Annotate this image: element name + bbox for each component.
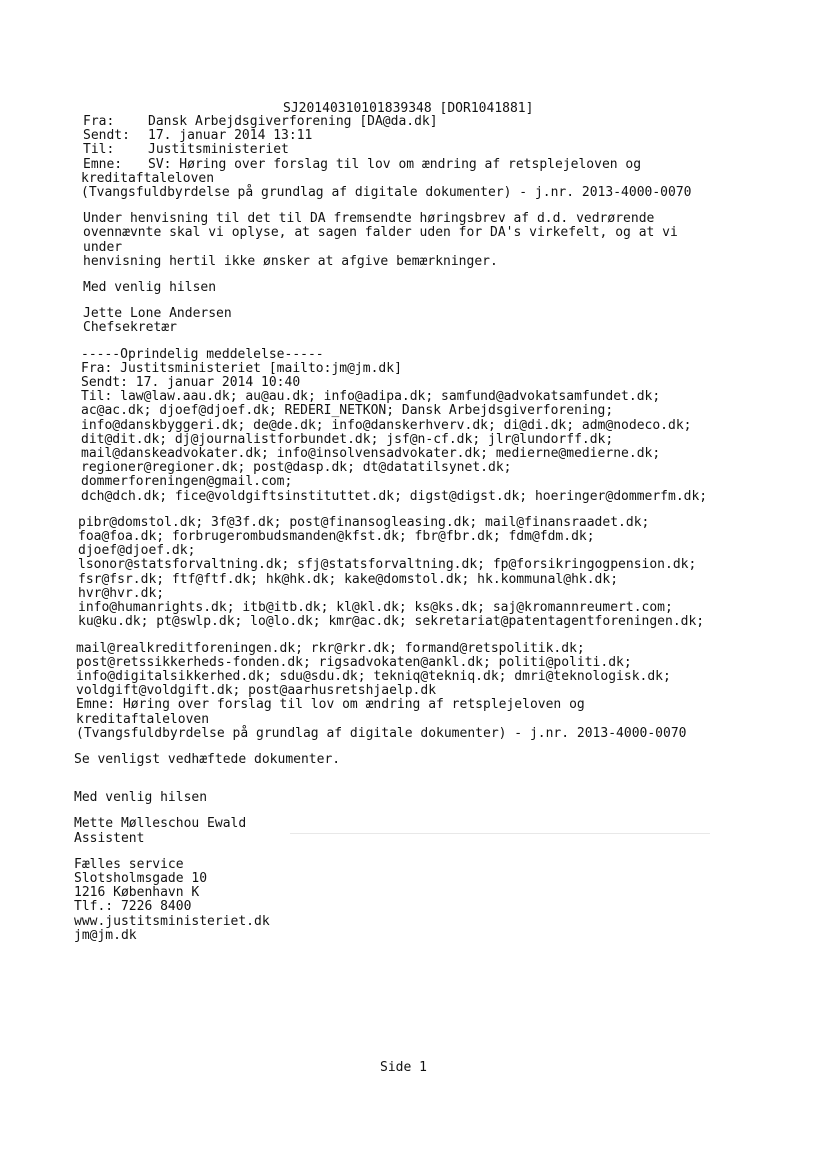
body-line: under <box>83 239 123 255</box>
recipient-line: lsonor@statsforvaltning.dk; sfj@statsforvaltning.dk; fp@forsikringogpension.dk; <box>78 557 697 573</box>
header-to-label: Til: <box>83 142 115 158</box>
original-subject-line: kreditaftaleloven <box>76 711 210 727</box>
body-line: henvisning hertil ikke ønsker at afgive bemærkninger. <box>83 253 498 269</box>
address-email: jm@jm.dk <box>74 927 137 943</box>
recipient-line: ku@ku.dk; pt@swlp.dk; lo@lo.dk; kmr@ac.dk; sekretariat@patentagentforeningen.dk; <box>78 614 705 630</box>
original-subject-line: Emne: Høring over forslag til lov om ændring af retsplejeloven og <box>76 697 585 713</box>
address-line: Slotsholmsgade 10 <box>74 870 208 886</box>
original-separator: -----Oprindelig meddelelse----- <box>81 346 324 362</box>
header-subject-row <box>83 158 803 172</box>
recipients-block-1 <box>81 390 803 504</box>
original-from: Fra: Justitsministeriet [mailto:jm@jm.dk] <box>81 360 402 376</box>
recipient-line: dit@dit.dk; dj@journalistforbundet.dk; jsf@n-cf.dk; jlr@lundorff.dk; <box>81 431 614 447</box>
header-from-row <box>83 115 803 129</box>
recipient-line: regioner@regioner.dk; post@dasp.dk; dt@datatilsynet.dk; <box>81 460 512 476</box>
greeting: Med venlig hilsen <box>83 280 217 296</box>
header-sent-row <box>83 129 803 143</box>
recipient-line: post@retssikkerheds-fonden.dk; rigsadvokaten@ankl.dk; politi@politi.dk; <box>76 654 632 670</box>
recipients-block-3 <box>76 642 803 741</box>
document-id: SJ20140310101839348 [DOR1041881] <box>283 101 534 116</box>
address-block <box>74 858 803 943</box>
signature-name: Jette Lone Andersen <box>83 306 232 322</box>
recipient-line: foa@foa.dk; forbrugerombudsmanden@kfst.dk; fbr@fbr.dk; fdm@fdm.dk; <box>78 529 595 545</box>
recipient-line: voldgift@voldgift.dk; post@aarhusretshjaelp.dk <box>76 683 437 699</box>
header-from-label: Fra: <box>83 114 115 129</box>
address-line: Tlf.: 7226 8400 <box>74 899 192 915</box>
recipient-line: dch@dch.dk; fice@voldgiftsinstituttet.dk; digst@digst.dk; hoeringer@dommerfm.dk; <box>81 488 708 504</box>
recipients-block-2 <box>78 516 803 630</box>
original-signature-name: Mette Mølleschou Ewald <box>74 816 247 832</box>
original-body: Se venligst vedhæftede dokumenter. <box>74 751 341 767</box>
address-line: Fælles service <box>74 856 184 872</box>
page-number: Side 1 <box>380 1060 427 1075</box>
recipient-line: pibr@domstol.dk; 3f@3f.dk; post@finansogleasing.dk; mail@finansraadet.dk; <box>78 514 650 530</box>
recipient-line: mail@danskeadvokater.dk; info@insolvensadvokater.dk; medierne@medierne.dk; <box>81 446 661 462</box>
header-sent-value: 17. januar 2014 13:11 <box>148 128 313 144</box>
recipient-line: mail@realkreditforeningen.dk; rkr@rkr.dk; formand@retspolitik.dk; <box>76 640 585 656</box>
body-line: Under henvisning til det til DA fremsendte høringsbrev af d.d. vedrørende <box>83 211 655 227</box>
body-line: ovennævnte skal vi oplyse, at sagen falder uden for DA's virkefelt, og at vi <box>83 225 678 241</box>
recipient-line: ac@ac.dk; djoef@djoef.dk; REDERI_NETKON; Dansk Arbejdsgiverforening; <box>81 403 614 419</box>
recipient-line: fsr@fsr.dk; ftf@ftf.dk; hk@hk.dk; kake@domstol.dk; hk.kommunal@hk.dk; <box>78 571 619 587</box>
subject-line: (Tvangsfuldbyrdelse på grundlag af digitale dokumenter) - j.nr. 2013-4000-0070 <box>81 185 692 201</box>
recipient-line: info@digitalsikkerhed.dk; sdu@sdu.dk; tekniq@tekniq.dk; dmri@teknologisk.dk; <box>76 668 671 684</box>
email-body <box>74 114 803 943</box>
original-subject-line: (Tvangsfuldbyrdelse på grundlag af digitale dokumenter) - j.nr. 2013-4000-0070 <box>76 725 687 741</box>
signature-title: Chefsekretær <box>83 320 177 336</box>
recipient-line: hvr@hvr.dk; <box>78 585 165 601</box>
header-subject-label: Emne: <box>83 156 123 172</box>
recipient-line: info@danskbyggeri.dk; de@de.dk; info@danskerhverv.dk; di@di.dk; adm@nodeco.dk; <box>81 417 692 433</box>
original-greeting: Med venlig hilsen <box>74 790 208 806</box>
header-sent-label: Sendt: <box>83 128 130 144</box>
subject-line: kreditaftaleloven <box>81 170 215 186</box>
recipient-line: Til: law@law.aau.dk; au@au.dk; info@adipa.dk; samfund@advokatsamfundet.dk; <box>81 389 661 405</box>
address-website: www.justitsministeriet.dk <box>74 913 270 929</box>
original-sent: Sendt: 17. januar 2014 10:40 <box>81 375 301 391</box>
recipient-line: djoef@djoef.dk; <box>78 543 196 559</box>
header-to-row <box>83 143 803 157</box>
address-line: 1216 København K <box>74 885 200 901</box>
header-from-value: Dansk Arbejdsgiverforening [DA@da.dk] <box>148 114 438 129</box>
header-subject-value: SV: Høring over forslag til lov om ændring af retsplejeloven og <box>148 156 642 172</box>
recipient-line: info@humanrights.dk; itb@itb.dk; kl@kl.dk; ks@ks.dk; saj@kromannreumert.com; <box>78 600 673 616</box>
faint-divider <box>290 833 710 834</box>
header-to-value: Justitsministeriet <box>148 142 289 158</box>
recipient-line: dommerforeningen@gmail.com; <box>81 474 293 490</box>
original-signature-title: Assistent <box>74 830 145 846</box>
